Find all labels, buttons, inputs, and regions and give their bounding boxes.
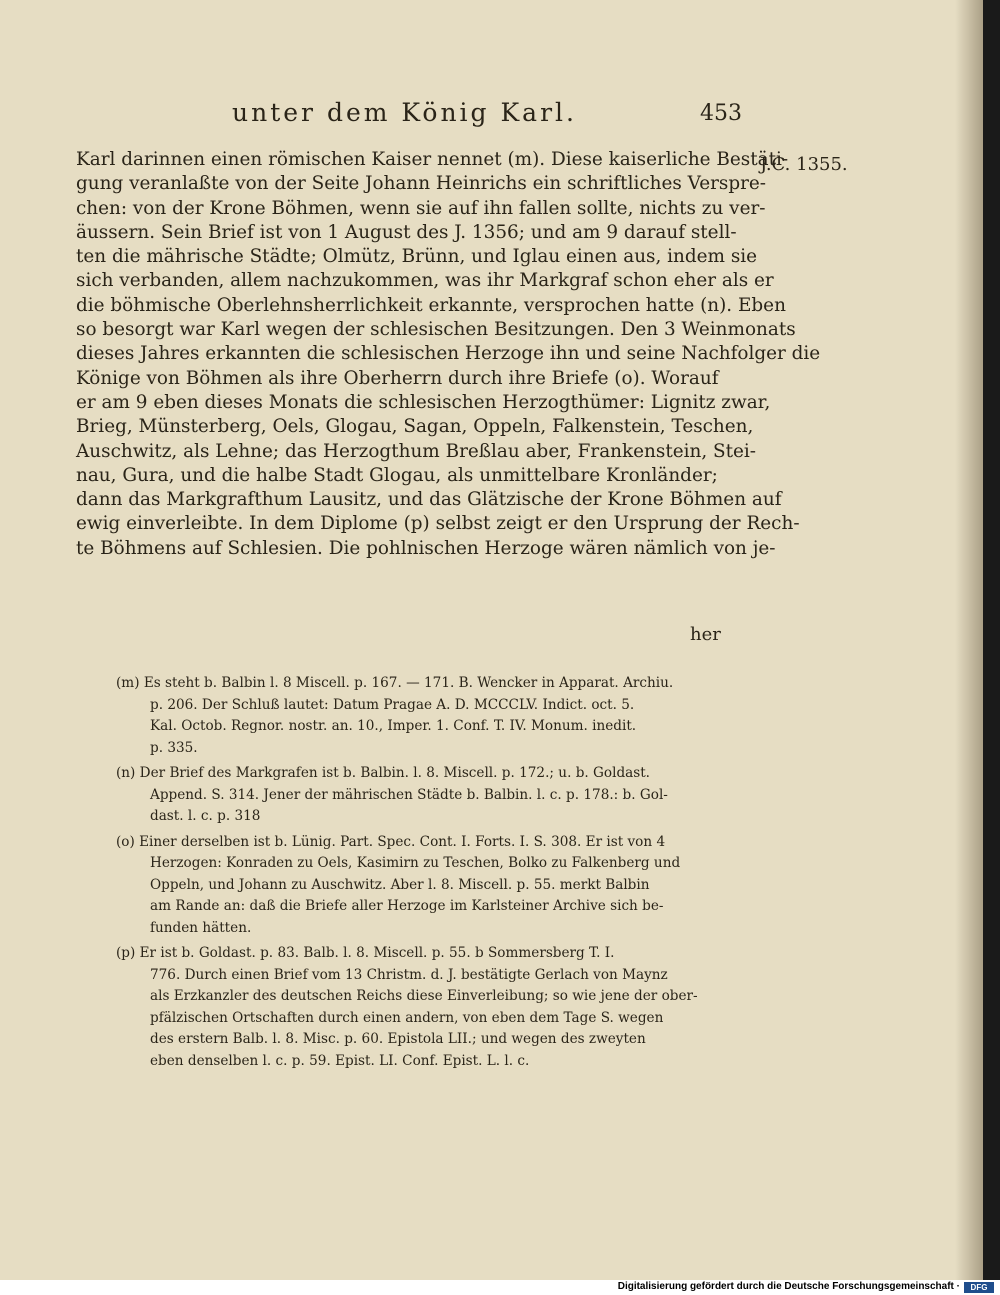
footnote-line: des erstern Balb. l. 8. Misc. p. 60. Epistola LII.; und wegen des zweyten (150, 1031, 646, 1047)
body-line: ten die mährische Städte; Olmütz, Brünn, und Iglau einen aus, indem sie (76, 246, 758, 268)
footnote-line: p. 335. (150, 739, 198, 756)
footnote-line: dast. l. c. p. 318 (150, 808, 261, 824)
footnote-line: (n) Der Brief des Markgrafen ist b. Balbin. l. 8. Miscell. p. 172.; u. b. Goldast. (116, 765, 651, 781)
footnote-line: (o) Einer derselben ist b. Lünig. Part. Spec. Cont. I. Forts. I. S. 308. Er ist von 4 (116, 833, 666, 850)
footnote-line: (p) Er ist b. Goldast. p. 83. Balb. l. 8. Miscell. p. 55. b Sommersberg T. I. (116, 945, 615, 961)
dfg-logo: DFG (964, 1282, 994, 1293)
footnote-m (116, 673, 746, 759)
running-title: unter dem König Karl. (232, 98, 577, 127)
page-edge-shadow (955, 0, 983, 1280)
body-line: nau, Gura, und die halbe Stadt Glogau, als unmittelbare Kronländer; (76, 464, 718, 486)
footnote-line: Oppeln, und Johann zu Auschwitz. Aber l. 8. Miscell. p. 55. merkt Balbin (150, 876, 650, 893)
body-line: dieses Jahres erkannten die schlesischen Herzoge ihn und seine Nachfolger die (76, 343, 821, 365)
scan-border (983, 0, 1000, 1280)
body-line: sich verbanden, allem nachzukommen, was ihr Markgraf schon eher als er (76, 270, 774, 292)
footnote-line: pfälzischen Ortschaften durch einen andern, von eben dem Tage S. wegen (150, 1009, 664, 1026)
footnote-line: funden hätten. (150, 919, 252, 936)
funding-credit: Digitalisierung gefördert durch die Deutsche Forschungsgemeinschaft · (617, 1281, 960, 1292)
footnote-o (116, 832, 746, 940)
body-line: gung veranlaßte von der Seite Johann Heinrichs ein schriftliches Verspre- (76, 173, 767, 195)
footnote-line: p. 206. Der Schluß lautet: Datum Pragae A. D. MCCCLV. Indict. oct. 5. (150, 696, 635, 713)
body-line: er am 9 eben dieses Monats die schlesischen Herzogthümer: Lignitz zwar, (76, 391, 771, 413)
footnote-line: am Rande an: daß die Briefe aller Herzoge im Karlsteiner Archive sich be- (150, 898, 664, 914)
footnote-line: Kal. Octob. Regnor. nostr. an. 10., Imper. 1. Conf. T. IV. Monum. inedit. (150, 718, 637, 734)
margin-note: J.C. 1355. (760, 154, 848, 175)
body-line: chen: von der Krone Böhmen, wenn sie auf ihn fallen sollte, nichts zu ver- (76, 197, 766, 219)
footnote-line: als Erzkanzler des deutschen Reichs diese Einverleibung; so wie jene der ober- (150, 988, 698, 1004)
footnote-line: eben denselben l. c. p. 59. Epist. LI. Conf. Epist. L. l. c. (150, 1052, 530, 1069)
body-line: te Böhmens auf Schlesien. Die pohlnischen Herzoge wären nämlich von je- (76, 537, 776, 559)
body-line: Brieg, Münsterberg, Oels, Glogau, Sagan, Oppeln, Falkenstein, Teschen, (76, 416, 754, 438)
body-line: äussern. Sein Brief ist von 1 August des J. 1356; und am 9 darauf stell- (76, 221, 737, 243)
footnote-line: (m) Es steht b. Balbin l. 8 Miscell. p. 167. — 171. B. Wencker in Apparat. Archiu. (116, 675, 674, 691)
footnote-line: 776. Durch einen Brief vom 13 Christm. d. J. bestätigte Gerlach von Maynz (150, 966, 668, 983)
body-line: Auschwitz, als Lehne; das Herzogthum Breßlau aber, Frankenstein, Stei- (76, 440, 756, 462)
body-line: Karl darinnen einen römischen Kaiser nennet (m). Diese kaiserliche Bestäti- (76, 149, 789, 170)
footnote-line: Herzogen: Konraden zu Oels, Kasimirn zu Teschen, Bolko zu Falkenberg und (150, 855, 681, 871)
footnotes (116, 673, 746, 1076)
body-line: ewig einverleibte. In dem Diplome (p) selbst zeigt er den Ursprung der Rech- (76, 513, 800, 535)
body-line: die böhmische Oberlehnsherrlichkeit erkannte, versprochen hatte (n). Eben (76, 294, 786, 316)
body-line: so besorgt war Karl wegen der schlesischen Besitzungen. Den 3 Weinmonats (76, 319, 796, 341)
body-line: dann das Markgrafthum Lausitz, und das Glätzische der Krone Böhmen auf (76, 489, 782, 511)
page-number: 453 (700, 101, 742, 126)
page-header (0, 98, 983, 138)
funding-footer (0, 1280, 1000, 1295)
footnote-p (116, 943, 746, 1072)
catch-word: her (690, 624, 721, 645)
footnote-line: Append. S. 314. Jener der mährischen Städte b. Balbin. l. c. p. 178.: b. Gol- (150, 786, 668, 803)
body-line: Könige von Böhmen als ihre Oberherrn durch ihre Briefe (o). Worauf (76, 367, 719, 389)
footnote-n (116, 763, 746, 828)
